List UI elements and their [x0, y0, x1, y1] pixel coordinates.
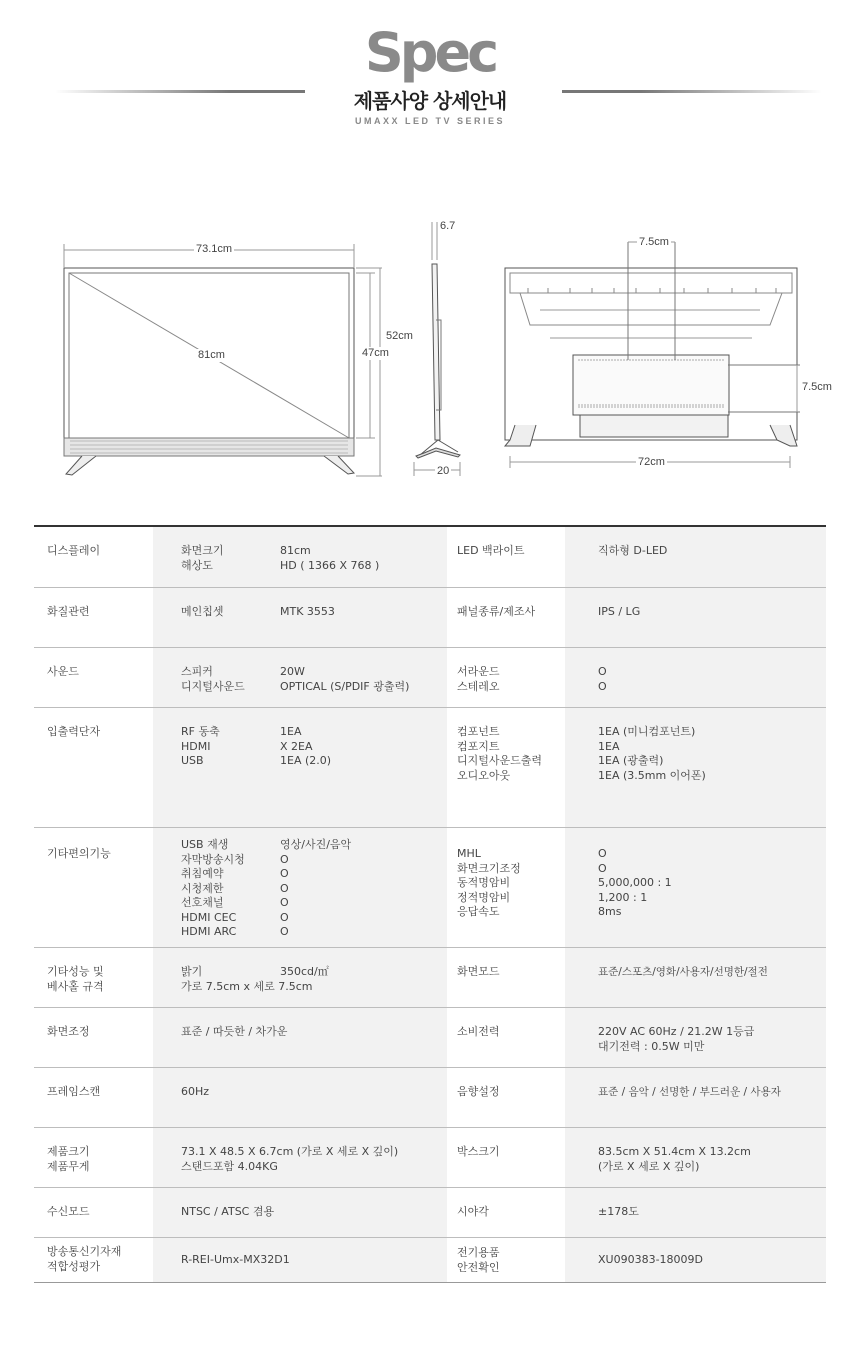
table-row [34, 1187, 826, 1237]
table-row [34, 1067, 826, 1127]
row-right-label: 박스크기 [457, 1145, 500, 1158]
row-left-values: 73.1 X 48.5 X 6.7cm (가로 X 세로 X 깊이) 스탠드포함 4.04KG [153, 1128, 447, 1187]
row-right-label: 전기용품 안전확인 [457, 1246, 500, 1274]
row-left-values: 60Hz [153, 1068, 447, 1127]
row-left-values: NTSC / ATSC 겸용 [153, 1188, 447, 1237]
screen-height-label: 47cm [362, 347, 389, 359]
row-right-values: 표준 / 음악 / 선명한 / 부드러운 / 사용자 [565, 1068, 826, 1127]
row-right-values: O O [565, 648, 826, 707]
front-width-label: 73.1cm [196, 243, 233, 255]
row-left-values: RF 동축 1EA HDMI X 2EA USB 1EA (2.0) [153, 708, 447, 827]
table-row [34, 1127, 826, 1187]
depth-label: 6.7 [440, 220, 456, 232]
row-right-values: O O 5,000,000 : 1 1,200 : 1 8ms [565, 828, 826, 947]
row-right-values: IPS / LG [565, 588, 826, 647]
row-right-values: 83.5cm X 51.4cm X 13.2cm (가로 X 세로 X 깊이) [565, 1128, 826, 1187]
row-right-label: 소비전력 [457, 1025, 500, 1038]
spec-logo: Spec [364, 21, 496, 84]
page-title: 제품사양 상세안내 [353, 89, 507, 113]
row-right-label: MHL 화면크기조정 동적명암비 정적명암비 응답속도 [457, 847, 521, 918]
table-row [34, 827, 826, 947]
table-row [34, 647, 826, 707]
back-view [505, 242, 800, 468]
spec-table [34, 525, 826, 1283]
dimension-diagram [0, 200, 860, 500]
table-row [34, 587, 826, 647]
row-label: 화질관련 [47, 605, 90, 618]
series-name: UMAXX LED TV SERIES [354, 116, 505, 126]
row-label: 프레임스캔 [47, 1085, 101, 1098]
tv-drawings [0, 200, 860, 500]
row-right-label: LED 백라이트 [457, 544, 525, 557]
row-left-values: 표준 / 따듯한 / 차가운 [153, 1008, 447, 1067]
total-height-label: 52cm [386, 330, 413, 342]
row-left-values: 밝기 350cd/㎡ 가로 7.5cm x 세로 7.5cm [153, 948, 447, 1007]
row-left-values: 화면크기 81cm 해상도 HD ( 1366 X 768 ) [153, 527, 447, 587]
stand-width-label: 72cm [638, 456, 665, 468]
row-left-values: R-REI-Umx-MX32D1 [153, 1238, 447, 1282]
row-label: 화면조정 [47, 1025, 90, 1038]
row-label: 디스플레이 [47, 544, 101, 557]
vesa-top-label: 7.5cm [639, 236, 669, 248]
stand-depth-label: 20 [437, 465, 450, 477]
table-row [34, 527, 826, 587]
row-label: 사운드 [47, 665, 79, 678]
row-label: 입출력단자 [47, 725, 101, 738]
row-right-label: 시야각 [457, 1205, 489, 1218]
row-left-values: 메인칩셋 MTK 3553 [153, 588, 447, 647]
row-right-values: 220V AC 60Hz / 21.2W 1등급 대기전력 : 0.5W 미만 [565, 1008, 826, 1067]
row-label: 기타편의기능 [47, 847, 111, 860]
row-right-values: ±178도 [565, 1188, 826, 1237]
table-row [34, 707, 826, 827]
row-right-values: XU090383-18009D [565, 1238, 826, 1282]
row-label: 제품크기 제품무게 [47, 1145, 90, 1173]
row-left-values: 스피커 20W 디지털사운드 OPTICAL (S/PDIF 광출력) [153, 648, 447, 707]
table-row [34, 947, 826, 1007]
row-label: 방송통신기자재 적합성평가 [47, 1245, 122, 1273]
table-row [34, 1237, 826, 1282]
screen-size-label: 81cm [198, 349, 225, 361]
row-right-values: 1EA (미니컴포넌트) 1EA 1EA (광출력) 1EA (3.5mm 이어폰) [565, 708, 826, 827]
row-right-label: 화면모드 [457, 965, 500, 978]
spec-header [0, 0, 860, 140]
row-label: 수신모드 [47, 1205, 90, 1218]
side-view [414, 222, 460, 476]
row-right-label: 음향설정 [457, 1085, 500, 1098]
row-right-values: 직하형 D-LED [565, 527, 826, 587]
table-row [34, 1007, 826, 1067]
row-right-label: 패널종류/제조사 [457, 605, 536, 618]
row-right-label: 서라운드 스테레오 [457, 665, 500, 693]
row-right-label: 컴포넌트 컴포지트 디지털사운드출력 오디오아웃 [457, 725, 543, 782]
row-left-values: USB 재생 영상/사진/음악 자막방송시청 O 취침예약 O 시청제한 O 선호채널 O HDMI CEC O HDMI ARC O [153, 828, 447, 947]
row-label: 기타성능 및 베사홀 규격 [47, 965, 104, 993]
row-right-values: 표준/스포츠/영화/사용자/선명한/절전 [565, 948, 826, 1007]
vesa-side-label: 7.5cm [802, 381, 832, 393]
